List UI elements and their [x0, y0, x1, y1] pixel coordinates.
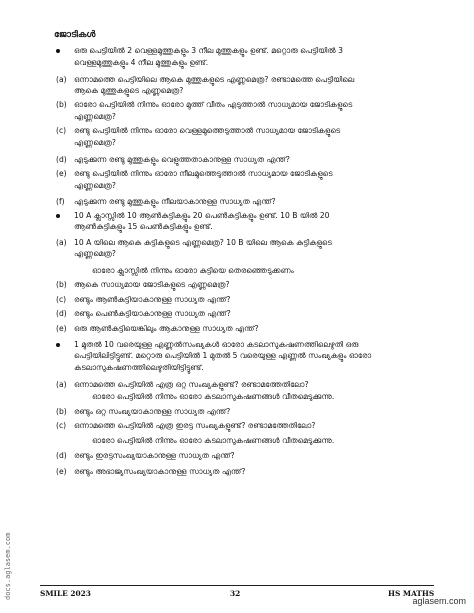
item-marker: (c)	[56, 421, 67, 430]
item-marker: (d)	[56, 451, 67, 460]
text-line: രണ്ടും പെൺകുട്ടിയാകാനുള്ള സാധ്യത എന്ത്?	[74, 309, 231, 318]
text-line: രണ്ടും അഭാജ്യസംഖ്യയാകാനുള്ള സാധ്യത എന്ത്?	[74, 467, 246, 476]
text-line: 1 മുതൽ 10 വരെയുള്ള എണ്ണൽസംഖ്യകൾ ഓരോ കടലാസുകഷണത്തിലെഴുതി ഒരു	[74, 340, 359, 349]
item-marker: (b)	[56, 407, 67, 416]
text-line: ആകെ സാധ്യമായ ജോടികളുടെ എണ്ണമെത്ര?	[74, 280, 230, 289]
item-marker: (b)	[56, 280, 67, 289]
bullet-icon	[56, 49, 60, 53]
text-line: പെട്ടിയിലിട്ടിട്ടുണ്ട്. മറ്റൊരു പെട്ടിയിൽ 1 മുതൽ 5 വരെയുള്ള എണ്ണൽ സംഖ്യകളും ഓരോ	[74, 351, 372, 360]
text-line: എണ്ണമെത്ര?	[74, 181, 116, 190]
item-marker: (c)	[56, 295, 67, 304]
bullet-icon	[56, 343, 60, 347]
text-line: എണ്ണമെത്ര?	[74, 249, 116, 258]
item-marker: (e)	[56, 324, 67, 333]
text-line: എണ്ണമെത്ര?	[74, 138, 116, 147]
text-line: 10 A യിലെ ആകെ കുട്ടികളുടെ എണ്ണമെത്ര? 10 B യിലെ ആകെ കുട്ടികളുടെ	[74, 238, 332, 247]
text-line: ഓരോ പെട്ടിയിൽ നിന്നും ഓരോ മുത്ത് വീതം എടുത്താൽ സാധ്യമായ ജോടികളുടെ	[74, 100, 353, 109]
text-line: ഓരോ പെട്ടിയിൽ നിന്നും ഓരോ കടലാസുകഷണങ്ങൾ വീതമെടുക്കുന്നു.	[92, 392, 335, 401]
text-line: രണ്ടും ആൺകുട്ടിയാകാനുള്ള സാധ്യത എന്ത്?	[74, 295, 231, 304]
text-line: എണ്ണമെത്ര?	[74, 112, 116, 121]
text-line: രണ്ടും ഇരട്ടസംഖ്യയാകാനുള്ള സാധ്യത എന്ത്?	[74, 451, 235, 460]
page-number: 32	[230, 589, 241, 598]
item-marker: (a)	[56, 75, 67, 84]
text-line: ഒന്നാമത്തെ പെട്ടിയിൽ എത്ര ഒറ്റ സംഖ്യകളുണ്ട്? രണ്ടാമത്തേതിലോ?	[74, 380, 309, 389]
bullet-icon	[56, 214, 60, 218]
item-marker: (d)	[56, 309, 67, 318]
text-line: ഓരോ ക്ലാസ്സിൽ നിന്നും ഓരോ കുട്ടിയെ തെരഞ്ഞെടുക്കണം	[92, 266, 294, 275]
text-line: രണ്ടും ഒറ്റ സംഖ്യയാകാനുള്ള സാധ്യത എന്ത്?	[74, 407, 231, 416]
text-line: ആൺകുട്ടികളും 15 പെൺകുട്ടികളും ഉണ്ട്.	[74, 222, 213, 231]
text-line: ആകെ മുത്തുകളുടെ എണ്ണമെത്ര?	[74, 86, 184, 95]
item-marker: (a)	[56, 380, 67, 389]
item-marker: (f)	[56, 197, 65, 206]
text-line: രണ്ടു പെട്ടിയിൽ നിന്നും ഓരോ വെള്ളമുത്തെടുത്താൽ സാധ്യമായ ജോടികളുടെ	[74, 126, 341, 135]
side-watermark: docs.aglasem.com	[4, 532, 12, 600]
text-line: ഓരോ പെട്ടിയിൽ നിന്നും ഓരോ കടലാസുകഷണങ്ങൾ വീതമെടുക്കുന്നു.	[92, 436, 335, 445]
text-line: എടുക്കുന്ന രണ്ടു മുത്തുകളും നീലയാകാനുള്ള സാധ്യത എന്ത്?	[74, 197, 276, 206]
footer-right: HS MATHS	[388, 589, 435, 598]
item-marker: (a)	[56, 238, 67, 247]
text-line: കടലാസുകഷണത്തിലെഴുതിയിട്ടിട്ടുണ്ട്.	[74, 363, 204, 372]
text-line: 10 A ക്ലാസ്സിൽ 10 ആൺകുട്ടികളും 20 പെൺകുട്ടികളും ഉണ്ട്. 10 B യിൽ 20	[74, 211, 330, 220]
footer-rule	[40, 585, 434, 586]
text-line: വെള്ളമുത്തുകളും 4 നീല മുത്തുകളും ഉണ്ട്.	[74, 58, 209, 67]
item-marker: (d)	[56, 155, 67, 164]
text-line: ഒന്നാമത്തെ പെട്ടിയിലെ ആകെ മുത്തുകളുടെ എണ്ണമെത്ര? രണ്ടാമത്തെ പെട്ടിയിലെ	[74, 75, 355, 84]
text-line: ഒന്നാമത്തെ പെട്ടിയിൽ എത്ര ഇരട്ട സംഖ്യകളുണ്ട്? രണ്ടാമത്തേതിലോ?	[74, 421, 316, 430]
text-line: എടുക്കുന്ന രണ്ടു മുത്തുകളും വെളുത്തതാകാനുള്ള സാധ്യത എന്ത്?	[74, 155, 290, 164]
item-marker: (b)	[56, 100, 67, 109]
text-line: ഒരു ആൺകുട്ടിയെങ്കിലും ആകാനുള്ള സാധ്യത എന്ത്?	[74, 324, 259, 333]
brand-watermark: aglasem.com	[412, 596, 466, 606]
item-marker: (c)	[56, 126, 67, 135]
footer-left: SMILE 2023	[40, 589, 91, 598]
text-line: ഒരു പെട്ടിയിൽ 2 വെള്ളമുത്തുകളും 3 നീല മുത്തുകളും ഉണ്ട്. മറ്റൊരു പെട്ടിയിൽ 3	[74, 46, 343, 55]
text-line: രണ്ടു പെട്ടിയിൽ നിന്നും ഓരോ നീലമുത്തെടുത്താൽ സാധ്യമായ ജോടികളുടെ	[74, 169, 333, 178]
item-marker: (e)	[56, 467, 67, 476]
section-heading: ജോടികൾ	[54, 30, 96, 40]
item-marker: (e)	[56, 169, 67, 178]
